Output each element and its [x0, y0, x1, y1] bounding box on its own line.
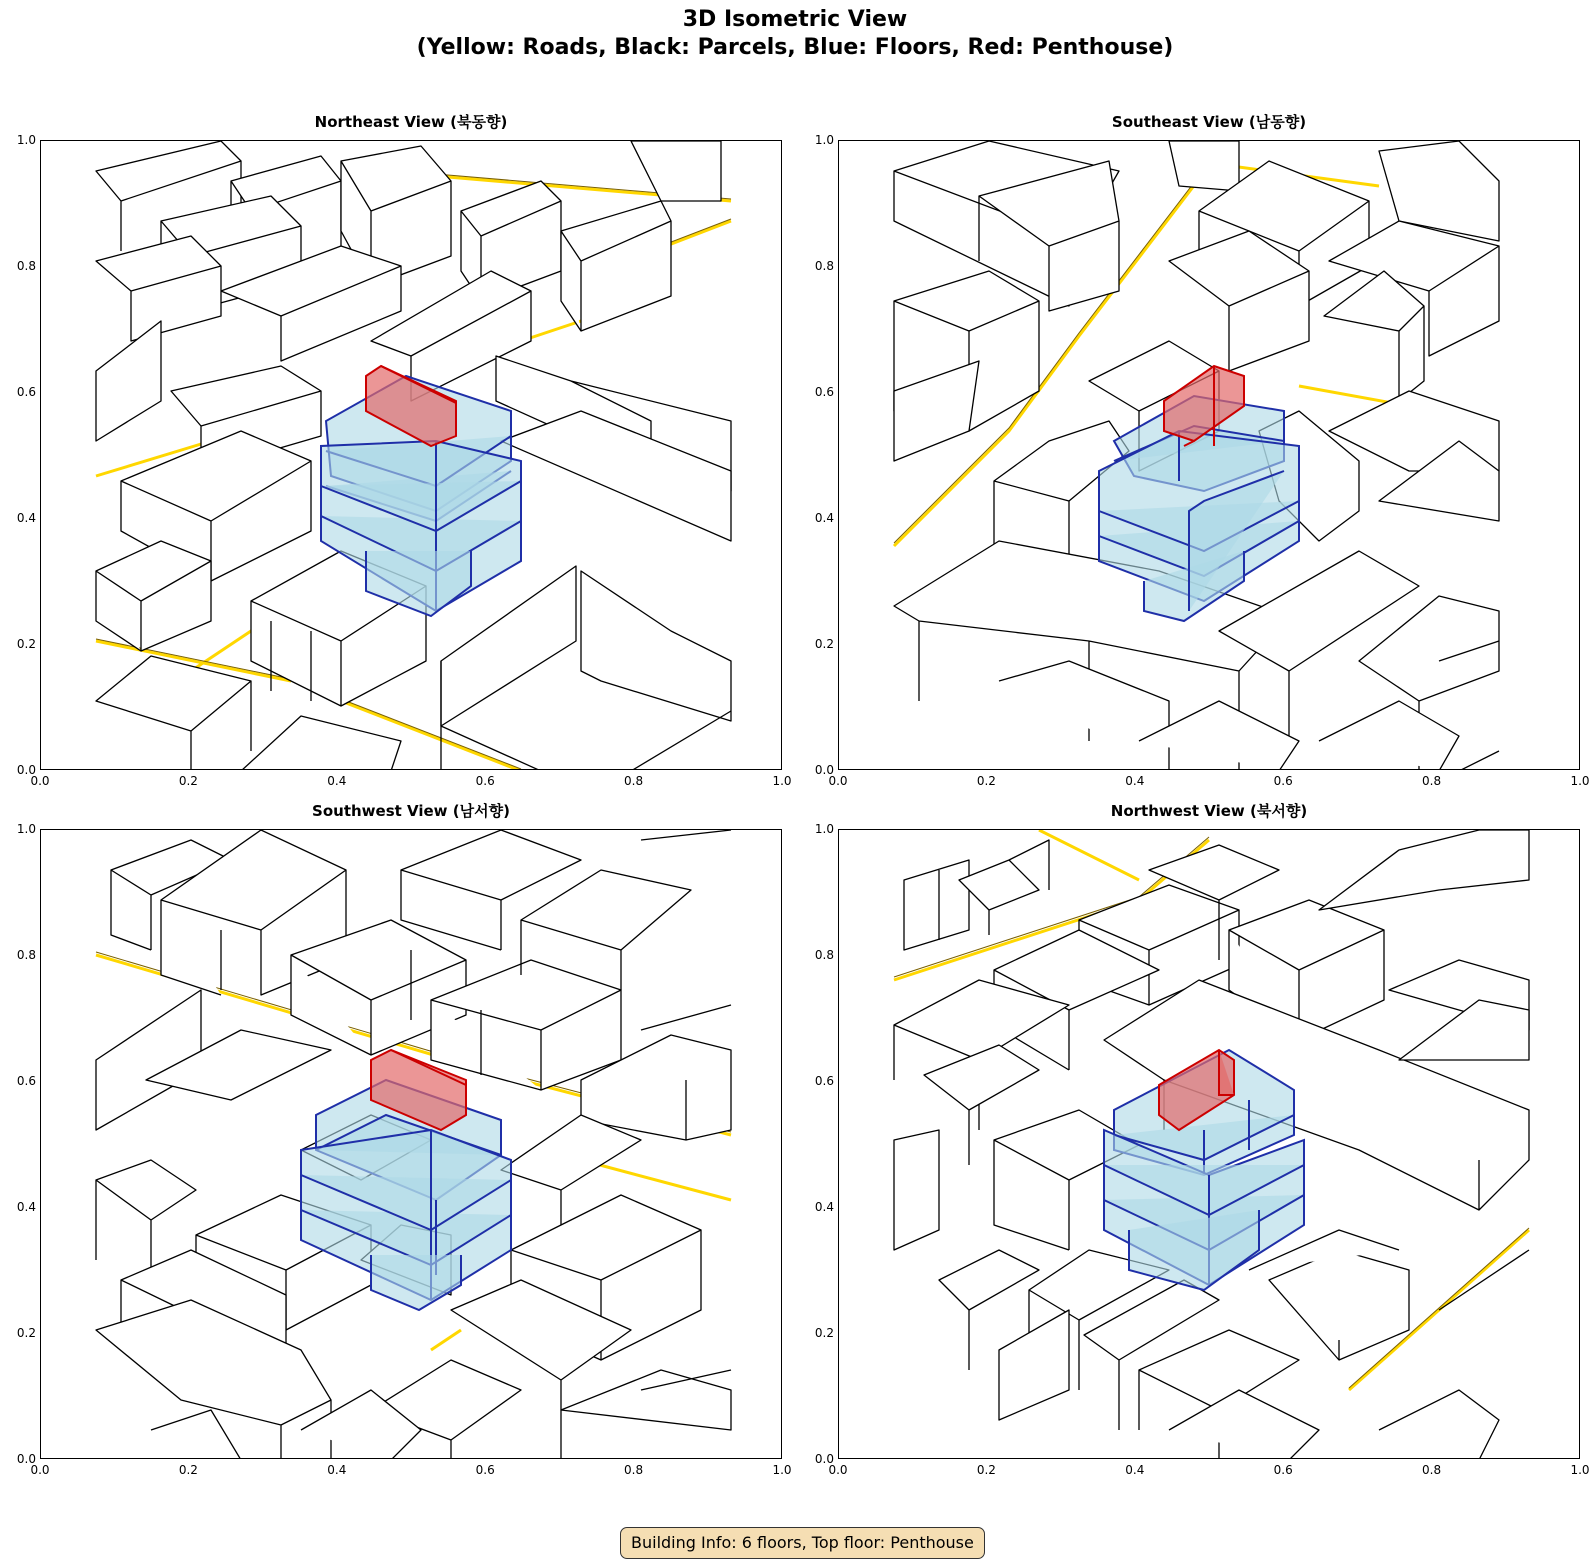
y-tick-label: 0.8: [814, 259, 834, 273]
scene-northeast: [41, 141, 782, 770]
x-tick-label: 0.4: [1125, 1463, 1145, 1477]
panel-title-northeast: Northeast View (북동향): [314, 113, 508, 131]
plot-southwest: [40, 829, 782, 1459]
x-tick-label: 0.2: [178, 1463, 198, 1477]
x-tick-label: 1.0: [1570, 774, 1590, 788]
x-tick-label: 0.6: [475, 1463, 495, 1477]
y-tick-label: 0.8: [814, 948, 834, 962]
x-tick-label: 0.6: [1273, 774, 1293, 788]
y-tick-label: 1.0: [16, 822, 36, 836]
y-tick-label: 0.6: [814, 1074, 834, 1088]
plot-northwest: [838, 829, 1580, 1459]
panel-title-southwest: Southwest View (남서향): [312, 802, 510, 820]
x-tick-label: 0.8: [1422, 774, 1442, 788]
plot-southeast: [838, 140, 1580, 770]
y-tick-label: 0.4: [16, 511, 36, 525]
scene-northwest: [839, 830, 1580, 1459]
y-tick-label: 0.4: [814, 1200, 834, 1214]
x-tick-label: 0.4: [327, 1463, 347, 1477]
y-tick-label: 1.0: [16, 133, 36, 147]
y-tick-label: 0.0: [814, 763, 834, 777]
x-tick-label: 0.0: [828, 774, 848, 788]
x-tick-label: 0.4: [327, 774, 347, 788]
y-tick-label: 0.2: [16, 637, 36, 651]
y-tick-label: 0.2: [814, 1326, 834, 1340]
x-tick-label: 0.4: [1125, 774, 1145, 788]
y-tick-label: 0.8: [16, 948, 36, 962]
x-tick-label: 0.2: [976, 774, 996, 788]
y-tick-label: 1.0: [814, 822, 834, 836]
y-tick-label: 0.0: [16, 763, 36, 777]
y-tick-label: 0.6: [16, 1074, 36, 1088]
x-tick-label: 0.8: [624, 1463, 644, 1477]
figure-title-line1: 3D Isometric View: [682, 7, 908, 32]
panel-title-northwest: Northwest View (북서향): [1110, 802, 1308, 820]
x-tick-label: 1.0: [772, 774, 792, 788]
x-tick-label: 0.0: [30, 774, 50, 788]
building-info-box: Building Info: 6 floors, Top floor: Penthouse: [620, 1527, 985, 1559]
figure-title-line2: (Yellow: Roads, Black: Parcels, Blue: Floors, Red: Penthouse): [416, 35, 1174, 60]
x-tick-label: 0.8: [1422, 1463, 1442, 1477]
x-tick-label: 1.0: [772, 1463, 792, 1477]
scene-southeast: [839, 141, 1580, 770]
y-tick-label: 0.0: [16, 1452, 36, 1466]
y-tick-label: 0.6: [16, 385, 36, 399]
x-tick-label: 0.6: [1273, 1463, 1293, 1477]
x-tick-label: 0.0: [30, 1463, 50, 1477]
y-tick-label: 0.4: [814, 511, 834, 525]
y-tick-label: 0.2: [16, 1326, 36, 1340]
y-tick-label: 1.0: [814, 133, 834, 147]
x-tick-label: 0.8: [624, 774, 644, 788]
x-tick-label: 0.2: [976, 1463, 996, 1477]
y-tick-label: 0.2: [814, 637, 834, 651]
x-tick-label: 0.2: [178, 774, 198, 788]
x-tick-label: 0.0: [828, 1463, 848, 1477]
y-tick-label: 0.4: [16, 1200, 36, 1214]
panel-title-southeast: Southeast View (남동향): [1111, 113, 1307, 131]
plot-northeast: [40, 140, 782, 770]
y-tick-label: 0.0: [814, 1452, 834, 1466]
scene-southwest: [41, 830, 782, 1459]
x-tick-label: 0.6: [475, 774, 495, 788]
y-tick-label: 0.6: [814, 385, 834, 399]
y-tick-label: 0.8: [16, 259, 36, 273]
x-tick-label: 1.0: [1570, 1463, 1590, 1477]
